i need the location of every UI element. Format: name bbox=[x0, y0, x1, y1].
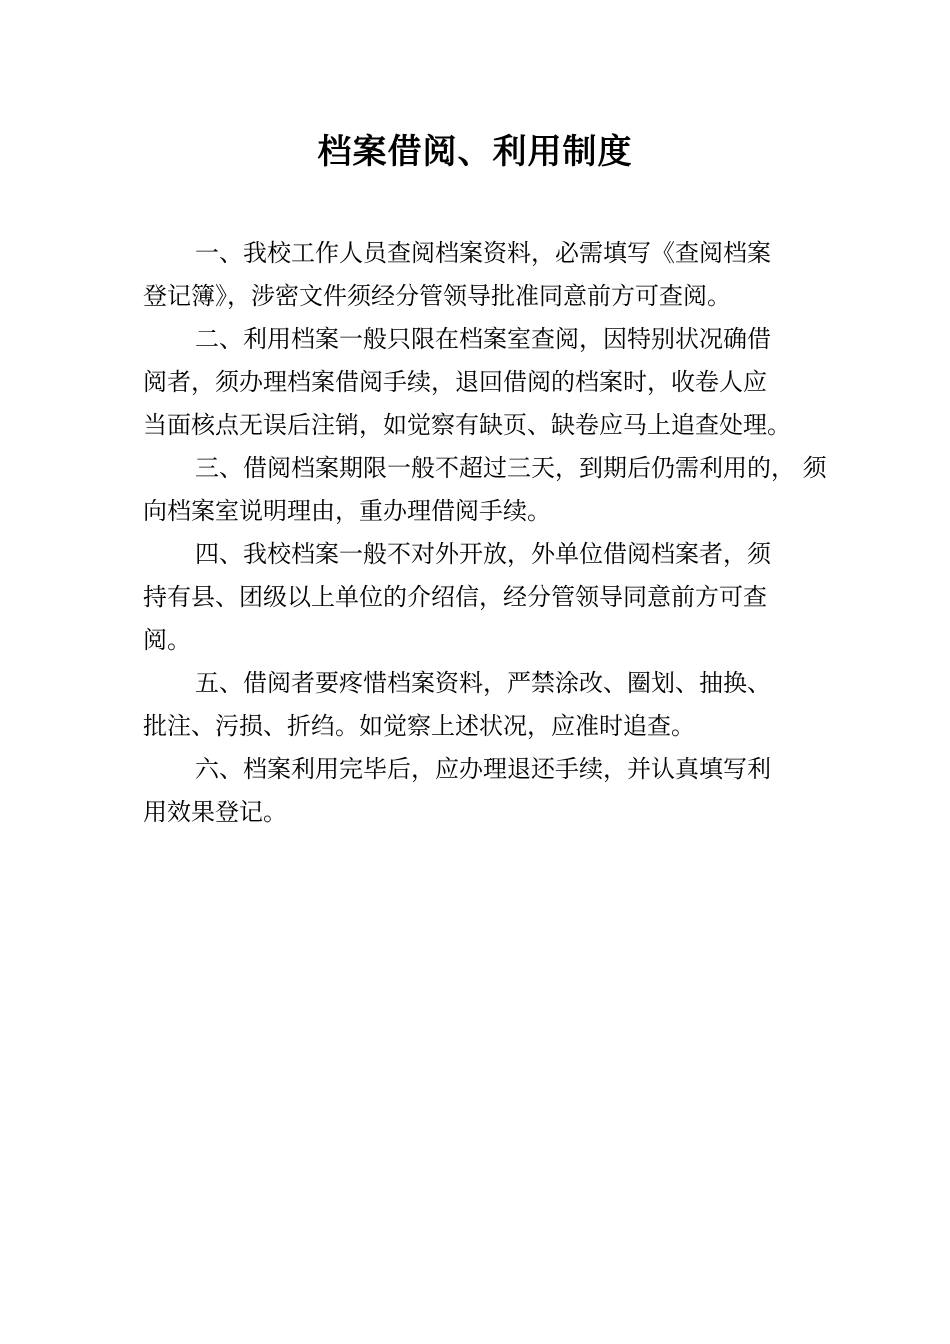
paragraph-3 bbox=[143, 447, 827, 533]
paragraph-line: 阅。 bbox=[143, 626, 191, 654]
paragraph-line: 五、借阅者要疼惜档案资料，严禁涂改、圈划、抽换、 bbox=[195, 669, 771, 697]
paragraph-line: 持有县、团级以上单位的介绍信，经分管领导同意前方可查 bbox=[143, 583, 767, 611]
paragraph-4 bbox=[143, 533, 823, 662]
paragraph-line: 当面核点无误后注销，如觉察有缺页、缺卷应马上追查处理。 bbox=[143, 411, 791, 439]
paragraph-line: 六、档案利用完毕后，应办理退还手续，并认真填写利 bbox=[195, 755, 771, 783]
paragraph-line: 一、我校工作人员查阅档案资料，必需填写《查阅档案 bbox=[195, 239, 771, 267]
document-title: 档案借阅、利用制度 bbox=[317, 132, 633, 172]
paragraph-2 bbox=[143, 318, 823, 447]
paragraph-line: 阅者，须办理档案借阅手续，退回借阅的档案时，收卷人应 bbox=[143, 368, 767, 396]
paragraph-line: 四、我校档案一般不对外开放，外单位借阅档案者，须 bbox=[195, 540, 771, 568]
paragraph-line: 向档案室说明理由，重办理借阅手续。 bbox=[143, 497, 551, 525]
paragraph-line: 三、借阅档案期限一般不超过三天，到期后仍需利用的， 须 bbox=[195, 454, 827, 482]
paragraph-5 bbox=[143, 662, 823, 748]
document-body bbox=[143, 232, 827, 834]
paragraph-6 bbox=[143, 748, 823, 834]
paragraph-line: 登记簿》，涉密文件须经分管领导批准同意前方可查阅。 bbox=[143, 282, 731, 310]
paragraph-line: 批注、污损、折绉。如觉察上述状况，应准时追查。 bbox=[143, 712, 695, 740]
paragraph-line: 用效果登记。 bbox=[143, 798, 287, 826]
paragraph-1 bbox=[143, 232, 823, 318]
paragraph-line: 二、利用档案一般只限在档案室查阅，因特别状况确借 bbox=[195, 325, 771, 353]
